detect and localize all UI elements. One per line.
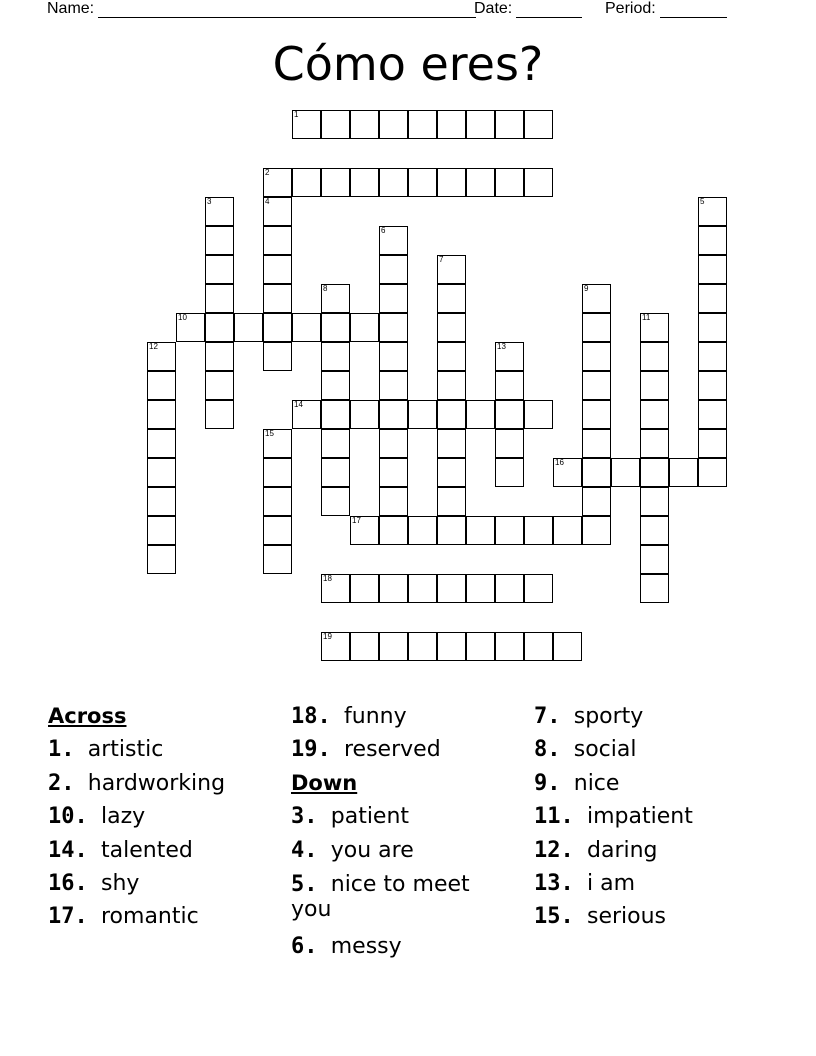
grid-cell[interactable]	[437, 342, 466, 371]
clue-number-label: 1	[294, 110, 299, 119]
grid-cell[interactable]	[292, 168, 321, 197]
grid-cell[interactable]	[205, 226, 234, 255]
grid-cell[interactable]	[205, 371, 234, 400]
grid-cell[interactable]	[466, 632, 495, 661]
grid-cell[interactable]	[379, 400, 408, 429]
clue-across-16: 16. shy	[48, 871, 140, 897]
grid-cell[interactable]	[582, 516, 611, 545]
grid-cell[interactable]	[379, 255, 408, 284]
grid-cell[interactable]	[263, 168, 292, 197]
grid-cell[interactable]	[321, 632, 350, 661]
grid-cell[interactable]	[263, 545, 292, 574]
grid-cell[interactable]	[321, 574, 350, 603]
clue-number-label: 2	[265, 168, 270, 177]
date-label: Date:	[474, 0, 513, 17]
clue-down-3: 3. patient	[291, 804, 410, 830]
grid-cell[interactable]	[698, 342, 727, 371]
grid-cell[interactable]	[321, 429, 350, 458]
grid-cell[interactable]	[553, 632, 582, 661]
clue-across-1: 1. artistic	[48, 737, 164, 763]
clue-column-2	[291, 700, 486, 963]
grid-cell[interactable]	[495, 400, 524, 429]
grid-cell[interactable]	[263, 197, 292, 226]
grid-cell[interactable]	[640, 400, 669, 429]
grid-cell[interactable]	[350, 168, 379, 197]
grid-cell[interactable]	[437, 284, 466, 313]
clue-down-6: 6. messy	[291, 934, 402, 960]
grid-cell[interactable]	[321, 487, 350, 516]
grid-cell[interactable]	[437, 429, 466, 458]
grid-cell[interactable]	[437, 632, 466, 661]
clue-down-13: 13. i am	[534, 871, 636, 897]
grid-cell[interactable]	[408, 110, 437, 139]
grid-cell[interactable]	[640, 516, 669, 545]
grid-cell[interactable]	[176, 313, 205, 342]
grid-cell[interactable]	[379, 516, 408, 545]
clue-column-1	[48, 700, 225, 934]
grid-cell[interactable]	[582, 342, 611, 371]
grid-cell[interactable]	[437, 168, 466, 197]
grid-cell[interactable]	[263, 284, 292, 313]
grid-cell[interactable]	[321, 458, 350, 487]
name-label: Name:	[47, 0, 95, 17]
grid-cell[interactable]	[495, 168, 524, 197]
clue-number-label: 9	[584, 284, 589, 293]
grid-cell[interactable]	[437, 400, 466, 429]
grid-cell[interactable]	[408, 168, 437, 197]
clue-down-5: 5. nice to meet you	[291, 872, 470, 923]
grid-cell[interactable]	[350, 400, 379, 429]
grid-cell[interactable]	[205, 342, 234, 371]
grid-cell[interactable]	[350, 313, 379, 342]
grid-cell[interactable]	[698, 197, 727, 226]
grid-cell[interactable]	[379, 168, 408, 197]
grid-cell[interactable]	[698, 429, 727, 458]
clue-down-8: 8. social	[534, 737, 637, 763]
clue-number-label: 6	[381, 226, 386, 235]
grid-cell[interactable]	[698, 313, 727, 342]
grid-cell[interactable]	[321, 342, 350, 371]
clue-number-label: 5	[700, 197, 705, 206]
clue-number-label: 15	[265, 429, 274, 438]
grid-cell[interactable]	[582, 487, 611, 516]
page-title: Cómo eres?	[272, 37, 544, 91]
grid-cell[interactable]	[640, 487, 669, 516]
grid-cell[interactable]	[524, 516, 553, 545]
grid-cell[interactable]	[582, 400, 611, 429]
grid-cell[interactable]	[524, 168, 553, 197]
clue-number-label: 7	[439, 255, 444, 264]
grid-cell[interactable]	[698, 226, 727, 255]
clue-number-label: 17	[352, 516, 361, 525]
grid-cell[interactable]	[524, 110, 553, 139]
grid-cell[interactable]	[321, 168, 350, 197]
grid-cell[interactable]	[147, 516, 176, 545]
grid-cell[interactable]	[466, 516, 495, 545]
grid-cell[interactable]	[263, 313, 292, 342]
clue-across-14: 14. talented	[48, 837, 193, 863]
grid-cell[interactable]	[147, 371, 176, 400]
grid-cell[interactable]	[379, 429, 408, 458]
grid-cell[interactable]	[350, 516, 379, 545]
grid-cell[interactable]	[437, 516, 466, 545]
grid-cell[interactable]	[321, 371, 350, 400]
grid-cell[interactable]	[147, 458, 176, 487]
clue-down-9: 9. nice	[534, 770, 620, 796]
grid-cell[interactable]	[379, 574, 408, 603]
grid-cell[interactable]	[582, 371, 611, 400]
clue-across-18: 18. funny	[291, 704, 407, 729]
grid-cell[interactable]	[669, 458, 698, 487]
grid-cell[interactable]	[263, 226, 292, 255]
grid-cell[interactable]	[437, 110, 466, 139]
grid-cell[interactable]	[379, 110, 408, 139]
grid-cell[interactable]	[524, 400, 553, 429]
grid-cell[interactable]	[698, 400, 727, 429]
grid-cell[interactable]	[263, 458, 292, 487]
clue-number-label: 8	[323, 284, 328, 293]
grid-cell[interactable]	[205, 255, 234, 284]
grid-cell[interactable]	[147, 342, 176, 371]
clue-down-4: 4. you are	[291, 837, 414, 863]
grid-cell[interactable]	[437, 458, 466, 487]
grid-cell[interactable]	[350, 632, 379, 661]
grid-cell[interactable]	[495, 516, 524, 545]
clue-across-10: 10. lazy	[48, 804, 146, 830]
grid-cell[interactable]	[147, 429, 176, 458]
grid-cell[interactable]	[495, 429, 524, 458]
grid-cell[interactable]	[437, 313, 466, 342]
across-heading: Across	[48, 704, 127, 728]
grid-cell[interactable]	[611, 458, 640, 487]
period-label: Period:	[605, 0, 656, 17]
grid-cell[interactable]	[495, 110, 524, 139]
clue-column-3	[534, 700, 693, 934]
grid-cell[interactable]	[698, 371, 727, 400]
grid-cell[interactable]	[466, 110, 495, 139]
grid-cell[interactable]	[292, 110, 321, 139]
clue-number-label: 14	[294, 400, 303, 409]
grid-cell[interactable]	[379, 487, 408, 516]
grid-cell[interactable]	[640, 458, 669, 487]
grid-cell[interactable]	[553, 458, 582, 487]
grid-cell[interactable]	[582, 429, 611, 458]
grid-cell[interactable]	[640, 342, 669, 371]
clue-across-2: 2. hardworking	[48, 770, 226, 796]
clue-number-label: 19	[323, 632, 332, 641]
grid-cell[interactable]	[495, 574, 524, 603]
grid-cell[interactable]	[408, 632, 437, 661]
grid-cell[interactable]	[582, 284, 611, 313]
grid-cell[interactable]	[698, 458, 727, 487]
grid-cell[interactable]	[205, 197, 234, 226]
grid-cell[interactable]	[408, 400, 437, 429]
grid-cell[interactable]	[147, 545, 176, 574]
grid-cell[interactable]	[379, 313, 408, 342]
grid-cell[interactable]	[350, 574, 379, 603]
grid-cell[interactable]	[698, 255, 727, 284]
grid-cell[interactable]	[582, 313, 611, 342]
clue-number-label: 13	[497, 342, 506, 351]
grid-cell[interactable]	[379, 226, 408, 255]
grid-cell[interactable]	[234, 313, 263, 342]
grid-cell[interactable]	[350, 110, 379, 139]
grid-cell[interactable]	[321, 313, 350, 342]
grid-cell[interactable]	[379, 342, 408, 371]
grid-cell[interactable]	[263, 487, 292, 516]
grid-cell[interactable]	[524, 632, 553, 661]
clue-down-12: 12. daring	[534, 837, 658, 863]
grid-cell[interactable]	[640, 371, 669, 400]
clue-number-label: 3	[207, 197, 212, 206]
grid-cell[interactable]	[495, 342, 524, 371]
grid-cell[interactable]	[466, 400, 495, 429]
clue-number-label: 4	[265, 197, 270, 206]
clue-down-7: 7. sporty	[534, 704, 644, 729]
grid-cell[interactable]	[379, 632, 408, 661]
clue-down-15: 15. serious	[534, 904, 667, 930]
grid-cell[interactable]	[466, 574, 495, 603]
grid-cell[interactable]	[292, 400, 321, 429]
grid-cell[interactable]	[408, 574, 437, 603]
grid-cell[interactable]	[205, 313, 234, 342]
grid-cell[interactable]	[495, 632, 524, 661]
clue-number-label: 16	[555, 458, 564, 467]
grid-cell[interactable]	[582, 458, 611, 487]
grid-cell[interactable]	[379, 284, 408, 313]
grid-cell[interactable]	[263, 255, 292, 284]
clue-across-17: 17. romantic	[48, 904, 199, 930]
grid-cell[interactable]	[321, 110, 350, 139]
grid-cell[interactable]	[524, 574, 553, 603]
clue-number-label: 12	[149, 342, 158, 351]
grid-cell[interactable]	[205, 400, 234, 429]
grid-cell[interactable]	[408, 516, 437, 545]
grid-cell[interactable]	[437, 574, 466, 603]
clue-number-label: 11	[642, 313, 651, 322]
grid-cell[interactable]	[292, 313, 321, 342]
grid-cell[interactable]	[147, 400, 176, 429]
grid-cell[interactable]	[640, 429, 669, 458]
clue-number-label: 10	[178, 313, 187, 322]
grid-cell[interactable]	[437, 487, 466, 516]
clue-down-11: 11. impatient	[534, 804, 693, 830]
clue-number-label: 18	[323, 574, 332, 583]
grid-cell[interactable]	[263, 516, 292, 545]
grid-cell[interactable]	[437, 255, 466, 284]
grid-cell[interactable]	[379, 458, 408, 487]
grid-cell[interactable]	[205, 284, 234, 313]
grid-cell[interactable]	[263, 429, 292, 458]
grid-cell[interactable]	[640, 313, 669, 342]
grid-cell[interactable]	[640, 574, 669, 603]
grid-cell[interactable]	[321, 400, 350, 429]
grid-cell[interactable]	[495, 458, 524, 487]
grid-cell[interactable]	[466, 168, 495, 197]
grid-cell[interactable]	[640, 545, 669, 574]
grid-cell[interactable]	[263, 342, 292, 371]
grid-cell[interactable]	[147, 487, 176, 516]
grid-cell[interactable]	[495, 371, 524, 400]
grid-cell[interactable]	[379, 371, 408, 400]
clue-across-19: 19. reserved	[291, 737, 441, 763]
down-heading: Down	[291, 770, 358, 795]
grid-cell[interactable]	[553, 516, 582, 545]
grid-cell[interactable]	[321, 284, 350, 313]
grid-cell[interactable]	[437, 371, 466, 400]
grid-cell[interactable]	[698, 284, 727, 313]
